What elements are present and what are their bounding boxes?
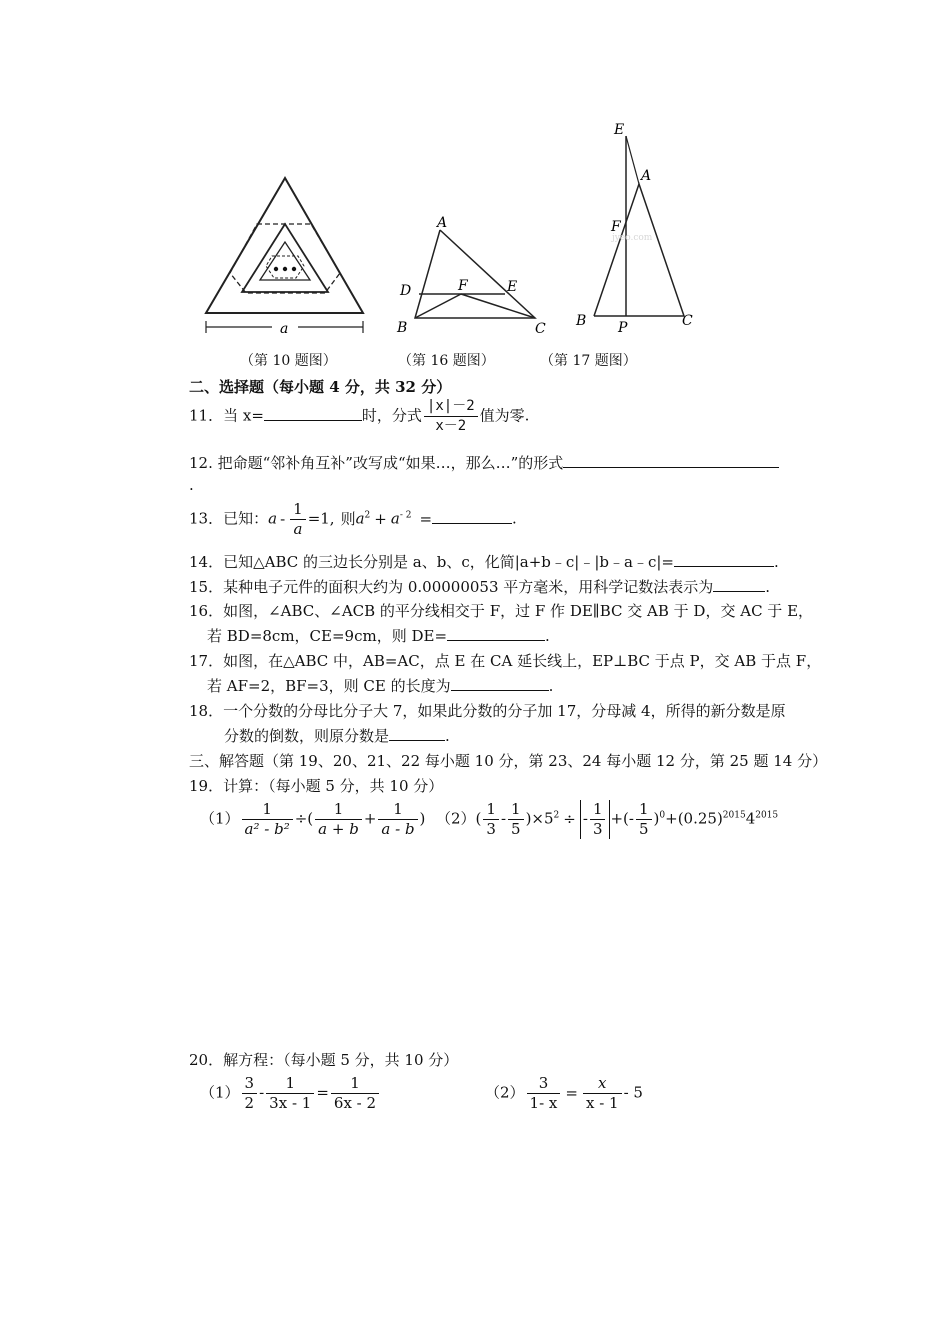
q13-a2: a <box>355 509 365 528</box>
q19p1-n1: 1 <box>242 800 293 820</box>
figure-16 <box>395 210 555 345</box>
q20p1-frac-1 <box>242 1074 258 1113</box>
fig17-F: F <box>611 219 621 235</box>
q19p2-base4: 4 <box>745 809 756 828</box>
q19p1-frac-1 <box>242 800 293 839</box>
q11-answer-blank[interactable] <box>264 406 362 421</box>
q20p2-frac-1 <box>527 1074 561 1113</box>
q20p2-tail: - 5 <box>623 1083 643 1102</box>
q19p1-d2: a + b <box>318 820 359 838</box>
q19p2-frac-3 <box>590 800 606 839</box>
q19p2-n1: 1 <box>483 800 499 820</box>
q13-expm2: - 2 <box>399 510 412 521</box>
dashed-triangle-1 <box>230 224 340 293</box>
q13-eq2: = <box>419 509 433 528</box>
q11-text-3: 值为零. <box>479 406 530 425</box>
question-18-line-1: 18．一个分数的分母比分子大 7，如果此分数的分子加 17，分母减 4，所得的新分数是原 <box>189 702 786 720</box>
fig16-A: A <box>437 215 448 231</box>
q20-part-2 <box>485 1074 643 1113</box>
q11-number: 11． <box>189 406 224 425</box>
q13-minus: - <box>280 509 286 528</box>
q20p2-n1: 3 <box>527 1074 561 1094</box>
q11-fraction <box>424 397 478 436</box>
q13-frac-num: 1 <box>290 500 306 520</box>
q20p2-d2: x - 1 <box>585 1094 619 1112</box>
q13-am2: a <box>390 509 400 528</box>
q19p2-exp: 2 <box>553 810 560 821</box>
ellipsis-dots <box>274 267 296 271</box>
q19p1-n2: 1 <box>315 800 362 820</box>
q19p1-d3: a - b <box>381 820 415 838</box>
question-19-title: 19．计算：（每小题 5 分，共 10 分） <box>189 777 444 795</box>
fig16-E: E <box>507 279 518 295</box>
q20p1-d1: 2 <box>244 1094 255 1112</box>
figure-17 <box>572 118 702 340</box>
q19p2-plus2: +(0.25) <box>665 809 723 828</box>
section-2-title: 二、选择题（每小题 4 分，共 32 分） <box>189 378 452 396</box>
q14-answer-blank[interactable] <box>674 552 774 567</box>
q13-answer-blank[interactable] <box>432 509 512 524</box>
q11-text-1: 当 x= <box>223 406 264 425</box>
question-11 <box>189 397 529 436</box>
q20p1-label: （1） <box>200 1083 240 1102</box>
q18-text: 分数的倒数，则原分数是 <box>224 727 390 745</box>
q13-exp2: 2 <box>364 510 371 521</box>
q17-answer-blank[interactable] <box>451 676 549 691</box>
q20p1-n2: 1 <box>266 1074 314 1094</box>
fig17-A: A <box>641 168 652 184</box>
q19p2-n2: 1 <box>508 800 524 820</box>
question-18-line-2 <box>224 725 450 746</box>
q13-then: 则 <box>340 509 356 528</box>
q20p2-n2: x <box>583 1074 622 1094</box>
figure-10 <box>200 170 370 345</box>
fig10-label-a: a <box>280 321 289 337</box>
q19p2-n4: 1 <box>636 800 652 820</box>
q18-end: . <box>445 727 450 745</box>
q20p1-d3: 6x - 2 <box>333 1094 377 1112</box>
q19p2-exp0: 0 <box>659 810 666 821</box>
q19p2-frac-2 <box>508 800 524 839</box>
question-16-line-2 <box>207 625 550 646</box>
q20p2-label: （2） <box>485 1083 525 1102</box>
question-17-line-2 <box>207 675 553 696</box>
fig17-B: B <box>576 313 587 329</box>
q11-text-2: 时，分式 <box>361 406 422 425</box>
middle-triangle <box>242 224 328 292</box>
q13-fraction <box>290 500 306 539</box>
q20p1-eq: = <box>316 1083 329 1102</box>
q19p2-minus: - <box>500 809 507 828</box>
q17-text: 若 AF=2，BF=3，则 CE 的长度为 <box>207 677 451 695</box>
question-12 <box>189 452 779 473</box>
q11-numerator: |x|－2 <box>424 397 478 417</box>
q12-text: 12. 把命题“邻补角互补”改写成“如果…，那么…”的形式 <box>189 454 564 472</box>
q19p2-d1: 3 <box>486 820 496 838</box>
q15-answer-blank[interactable] <box>713 577 765 592</box>
q20p1-frac-3 <box>331 1074 379 1113</box>
fig17-P: P <box>618 320 628 336</box>
q20p2-d1: 1- x <box>529 1094 558 1112</box>
fig17-E: E <box>614 122 625 138</box>
q13-plus: + <box>374 509 387 528</box>
q19p2-open: ( <box>475 809 482 828</box>
q19p1-frac-2 <box>315 800 362 839</box>
question-15 <box>189 576 770 597</box>
q17-end: . <box>548 677 554 695</box>
q14-text: 14．已知△ABC 的三边长分别是 a、b、c，化简|a+b﹣c|﹣|b﹣a﹣c|= <box>189 553 674 571</box>
question-20-title: 20．解方程：（每小题 5 分，共 10 分） <box>189 1051 459 1069</box>
q19-part-2 <box>436 800 778 839</box>
q19p2-bar-minus: - <box>582 809 588 828</box>
q19p2-exp2015b: 2015 <box>755 810 779 821</box>
q19p2-frac-4 <box>636 800 652 839</box>
inner-triangle <box>260 242 310 280</box>
q14-end: . <box>773 553 779 571</box>
fig17-C: C <box>682 313 693 329</box>
q13-frac-den: a <box>293 520 303 538</box>
q13-number: 13． <box>189 509 224 528</box>
q19p2-d3: 3 <box>592 820 603 838</box>
q19-part-1 <box>200 800 425 839</box>
question-16-line-1: 16．如图，∠ABC、∠ACB 的平分线相交于 F，过 F 作 DE∥BC 交 AB 于 D，交 AC 于 E， <box>189 602 814 620</box>
q20p2-frac-2 <box>583 1074 622 1113</box>
fig16-D: D <box>400 283 412 299</box>
q12-tail: . <box>189 476 194 494</box>
section-3-title: 三、解答题（第 19、20、21、22 每小题 10 分，第 23、24 每小题 12 分，第 25 题 14 分） <box>189 752 828 770</box>
q19p2-div: ÷ <box>563 809 576 828</box>
q12-answer-blank[interactable] <box>563 453 779 468</box>
fig16-caption: （第 16 题图） <box>398 353 495 369</box>
q19p2-d4: 5 <box>638 820 649 838</box>
q20p1-d2: 3x - 1 <box>269 1094 312 1112</box>
fig16-F: F <box>458 278 468 294</box>
q15-end: . <box>765 578 771 596</box>
q15-text: 15．某种电子元件的面积大约为 0.00000053 平方毫米，用科学记数法表示为 <box>189 578 714 596</box>
q19p2-n3: 1 <box>590 800 606 820</box>
q19p2-plus1: +(- <box>610 809 634 828</box>
q16-text: 若 BD=8cm，CE=9cm，则 DE= <box>207 627 448 645</box>
q11-denominator: x－2 <box>435 418 467 434</box>
fig16-B: B <box>397 320 408 336</box>
q20p1-frac-2 <box>266 1074 314 1113</box>
fig10-caption: （第 10 题图） <box>240 353 337 369</box>
q19p2-times: )×5 <box>525 809 554 828</box>
question-17-line-1: 17．如图，在△ABC 中，AB=AC，点 E 在 CA 延长线上，EP⊥BC 于点 P，交 AB 于点 F， <box>189 652 822 670</box>
q19p2-frac-1 <box>483 800 499 839</box>
q19p1-plus: + <box>363 809 377 828</box>
fig17-caption: （第 17 题图） <box>540 353 637 369</box>
q19p1-label: （1） <box>200 809 240 828</box>
q13-a: a <box>268 509 278 528</box>
q20p1-n1: 3 <box>242 1074 258 1094</box>
q19p2-label: （2） <box>436 809 476 828</box>
q20p2-eq: = <box>565 1083 578 1102</box>
q16-end: . <box>545 627 550 645</box>
q19p2-abs <box>580 800 611 839</box>
q20-part-1 <box>200 1074 381 1113</box>
q19p1-n3: 1 <box>378 800 417 820</box>
q19p1-close: ) <box>419 809 426 828</box>
q19p2-exp2015a: 2015 <box>722 810 746 821</box>
q20p1-minus: - <box>259 1083 265 1102</box>
q19p1-div: ÷( <box>294 809 314 828</box>
question-13 <box>189 500 517 539</box>
q13-text: 已知： <box>223 509 269 528</box>
q19p2-d2: 5 <box>511 820 521 838</box>
fig16-C: C <box>535 321 546 337</box>
q20p1-n3: 1 <box>331 1074 379 1094</box>
q13-eq1: =1, <box>307 509 335 528</box>
q19p1-frac-3 <box>378 800 417 839</box>
question-14 <box>189 551 779 572</box>
q19p2-close0: ) <box>653 809 660 828</box>
q19p1-d1: a² - b² <box>244 820 290 838</box>
q18-answer-blank[interactable] <box>389 726 445 741</box>
q16-answer-blank[interactable] <box>447 626 545 641</box>
q13-end: . <box>512 509 517 528</box>
fig17-watermark: jyeo.com <box>612 233 653 243</box>
